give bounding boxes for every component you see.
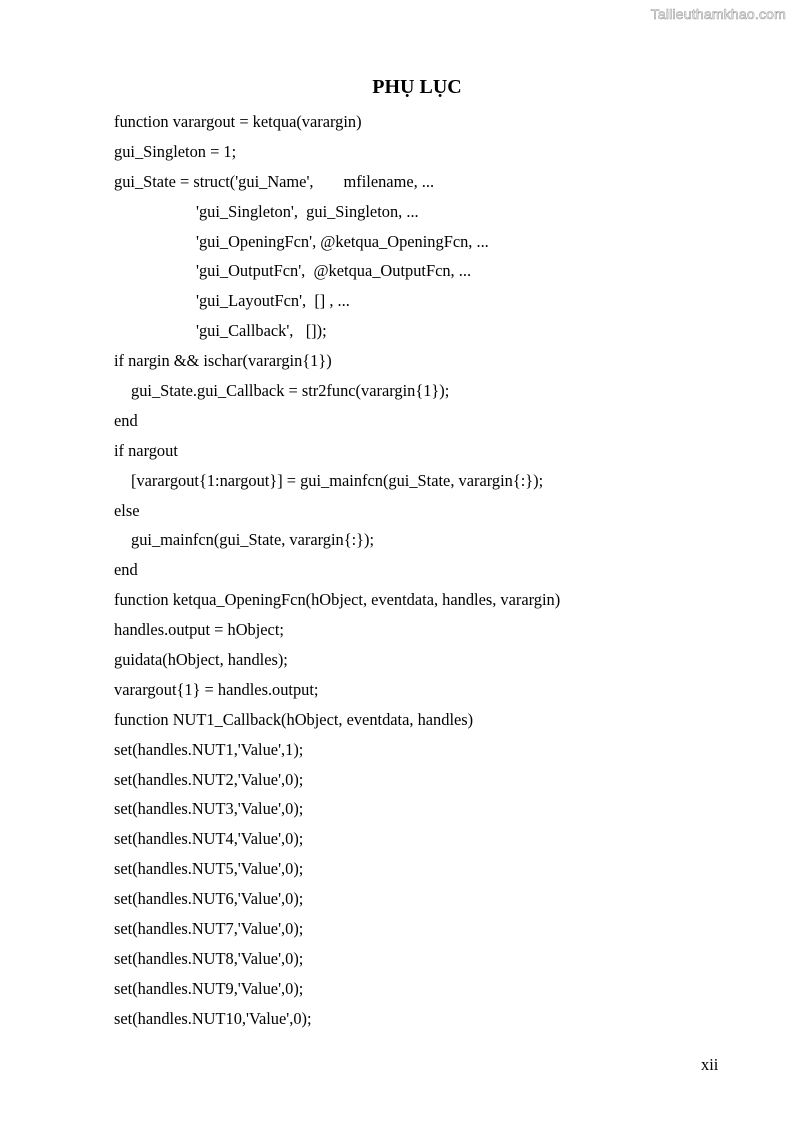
- page-number: xii: [701, 1055, 719, 1074]
- code-line: function NUT1_Callback(hObject, eventdata, handles): [114, 709, 474, 729]
- code-line: if nargin && ischar(varargin{1}): [114, 351, 332, 371]
- code-line: end: [114, 410, 138, 430]
- code-line: 'gui_OpeningFcn', @ketqua_OpeningFcn, ...: [196, 231, 489, 251]
- code-line: 'gui_Callback', []);: [196, 321, 327, 341]
- code-line: set(handles.NUT10,'Value',0);: [114, 1008, 312, 1028]
- code-line: gui_State.gui_Callback = str2func(varargin{1});: [131, 381, 450, 401]
- code-line-part: gui_State = struct('gui_Name',: [114, 171, 314, 191]
- code-line: 'gui_LayoutFcn', [] , ...: [196, 291, 350, 311]
- code-line: [114, 167, 754, 197]
- code-line: [varargout{1:nargout}] = gui_mainfcn(gui_State, varargin{:});: [131, 470, 544, 490]
- code-line: handles.output = hObject;: [114, 620, 284, 640]
- code-line: set(handles.NUT2,'Value',0);: [114, 769, 304, 789]
- code-line: 'gui_OutputFcn', @ketqua_OutputFcn, ...: [196, 261, 472, 281]
- code-line: else: [114, 500, 140, 520]
- code-line: guidata(hObject, handles);: [114, 650, 288, 670]
- code-line: 'gui_Singleton', gui_Singleton, ...: [196, 201, 419, 221]
- code-line: if nargout: [114, 440, 178, 460]
- code-line-part: mfilename, ...: [343, 171, 435, 191]
- code-line: gui_Singleton = 1;: [114, 141, 237, 161]
- code-line: set(handles.NUT4,'Value',0);: [114, 829, 304, 849]
- code-line: function varargout = ketqua(varargin): [114, 112, 362, 131]
- code-line: set(handles.NUT5,'Value',0);: [114, 859, 304, 879]
- code-line: set(handles.NUT3,'Value',0);: [114, 799, 304, 819]
- watermark-text: Tailieuthamkhao.com: [650, 6, 786, 22]
- code-line: set(handles.NUT7,'Value',0);: [114, 919, 304, 939]
- code-line: end: [114, 560, 138, 580]
- code-line: set(handles.NUT9,'Value',0);: [114, 978, 304, 998]
- code-line: gui_mainfcn(gui_State, varargin{:});: [131, 530, 375, 550]
- code-line: varargout{1} = handles.output;: [114, 679, 319, 699]
- code-line: set(handles.NUT1,'Value',1);: [114, 739, 304, 759]
- code-line: function ketqua_OpeningFcn(hObject, eventdata, handles, varargin): [114, 590, 561, 610]
- code-line: set(handles.NUT6,'Value',0);: [114, 889, 304, 909]
- page-title: PHỤ LỤC: [372, 76, 462, 98]
- code-listing: [114, 107, 754, 1034]
- code-line: set(handles.NUT8,'Value',0);: [114, 948, 304, 968]
